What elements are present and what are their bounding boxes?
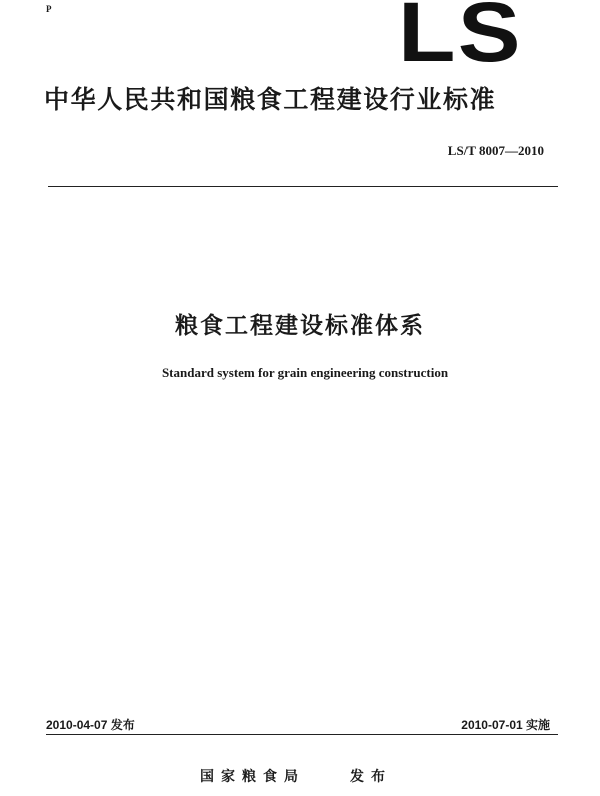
header-divider bbox=[48, 186, 558, 187]
document-title-cn: 粮食工程建设标准体系 bbox=[175, 313, 425, 339]
authority-title: 中华人民共和国粮食工程建设行业标准 bbox=[44, 85, 497, 114]
implementation-date: 2010-07-01 实施 bbox=[461, 718, 550, 732]
corner-mark: P bbox=[46, 4, 52, 14]
document-title-en: Standard system for grain engineering construction bbox=[161, 365, 449, 380]
standard-number: LS/T 8007—2010 bbox=[447, 143, 544, 158]
issuer-action: 发布 bbox=[350, 769, 392, 785]
issue-date: 2010-04-07 发布 bbox=[46, 718, 135, 732]
issuing-authority: 国家粮食局 bbox=[200, 769, 305, 785]
footer-divider bbox=[46, 734, 558, 735]
ls-logo: LS bbox=[398, 0, 523, 79]
